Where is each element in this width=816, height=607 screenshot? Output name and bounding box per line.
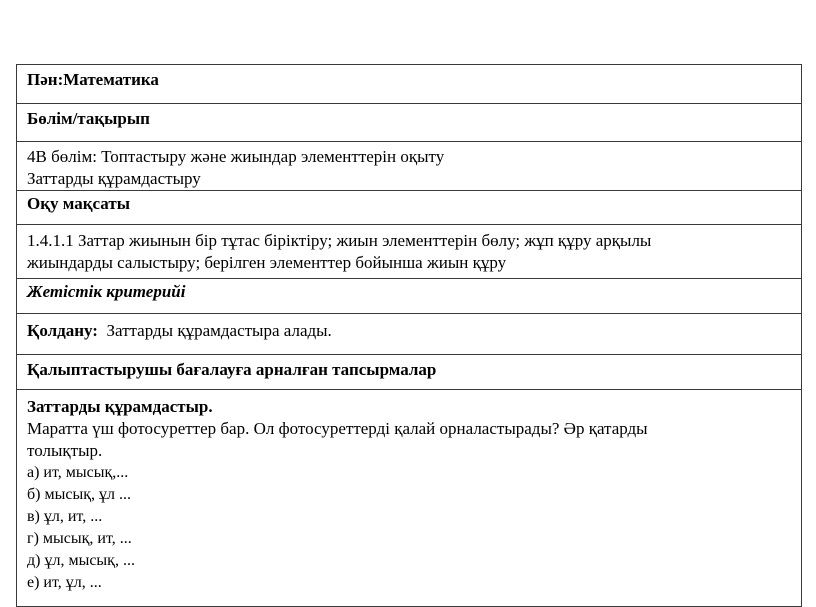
task-line-1: Маратта үш фотосуреттер бар. Ол фотосуреттерді қалай орналастырады? Әр қатарды	[27, 419, 648, 438]
objective-content-cell	[17, 225, 802, 279]
subject-cell	[17, 65, 802, 104]
apply-label: Қолдану:	[27, 321, 98, 340]
section-label: Бөлім/тақырып	[27, 109, 150, 128]
list-item: г) мысық, ит, ...	[27, 530, 132, 547]
criteria-label-cell	[17, 279, 802, 314]
criteria-label: Жетістік критерийі	[27, 282, 186, 301]
table-row	[17, 314, 802, 355]
lesson-table	[16, 64, 802, 607]
apply-cell	[17, 314, 802, 355]
task-line-2: толықтыр.	[27, 441, 103, 460]
list-item: в) ұл, ит, ...	[27, 508, 103, 525]
objective-label: Оқу мақсаты	[27, 194, 130, 213]
table-row	[17, 355, 802, 390]
list-item: б) мысық, ұл ...	[27, 486, 131, 503]
list-item: е) ит, ұл, ...	[27, 574, 102, 591]
table-row	[17, 191, 802, 225]
table-row	[17, 279, 802, 314]
table-row	[17, 65, 802, 104]
tasks-label: Қалыптастырушы бағалауға арналған тапсырмалар	[27, 360, 437, 379]
subject-text: Пән:Математика	[27, 70, 159, 89]
objective-line-2: жиындарды салыстыру; берілген элементтер бойынша жиын құру	[27, 253, 507, 272]
list-item: а) ит, мысық,...	[27, 464, 129, 481]
table-row	[17, 142, 802, 191]
task-title: Заттарды құрамдастыр.	[27, 397, 213, 416]
table-row	[17, 104, 802, 142]
section-line-1: 4В бөлім: Топтастыру және жиындар элементтерін оқыту	[27, 147, 445, 166]
tasks-content-cell	[17, 390, 802, 607]
table-row	[17, 225, 802, 279]
section-content-cell	[17, 142, 802, 191]
objective-label-cell	[17, 191, 802, 225]
section-line-2: Заттарды құрамдастыру	[27, 169, 201, 188]
table-row	[17, 390, 802, 607]
section-label-cell	[17, 104, 802, 142]
apply-text: Заттарды құрамдастыра алады.	[97, 321, 332, 340]
objective-line-1: 1.4.1.1 Заттар жиынын бір тұтас біріктіру; жиын элементтерін бөлу; жұп құру арқылы	[27, 231, 652, 250]
list-item: д) ұл, мысық, ...	[27, 552, 135, 569]
tasks-label-cell	[17, 355, 802, 390]
